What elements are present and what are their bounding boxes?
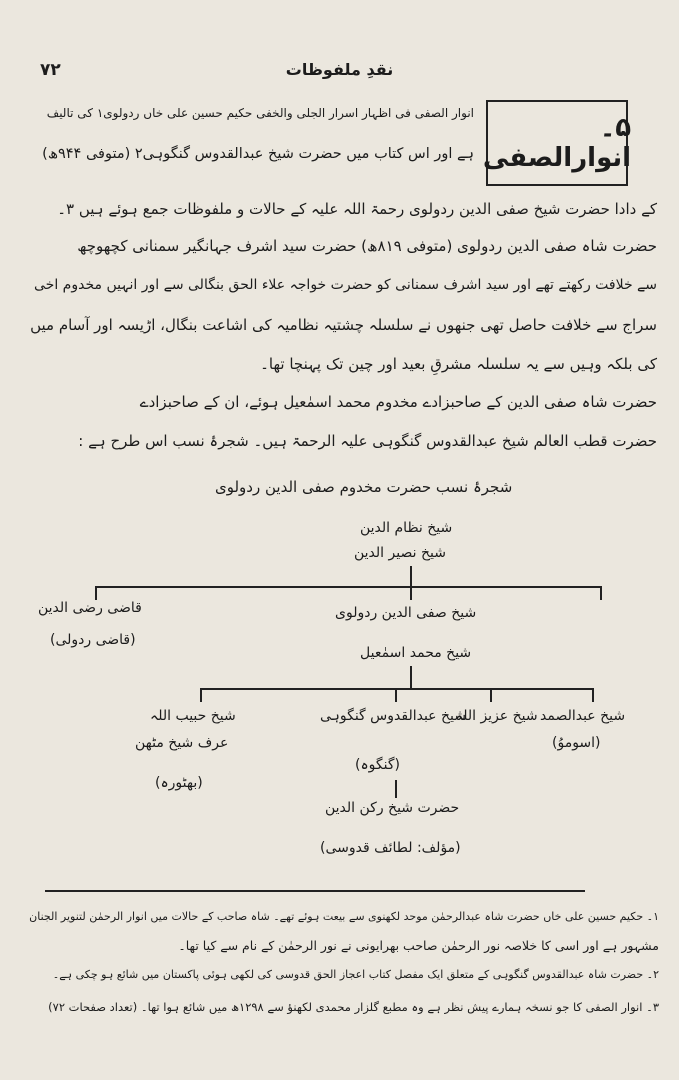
footnote-1: ۱۔ حکیم حسین علی خاں حضرت شاہ عبدالرحمٰن موحد لکھنوی سے بیعت ہوئے تھے۔ شاہ صاحب کے حالات میں انوار الرحمٰن لتنویر الجنان <box>29 910 659 923</box>
tree-node-abdus-samad-place: (اسوموُ) <box>552 735 601 751</box>
tree-node-habibullah-alias: عرف شیخ مٹھن <box>135 735 229 751</box>
body-line-5: سے خلافت رکھتے تھے اور سید اشرف سمنانی کو حضرت خواجہ علاء الحق بنگالی سے اور انہیں مخدوم اخی <box>34 277 657 293</box>
tree-node-habibullah-place: (بھٹورہ) <box>155 775 203 791</box>
footnote-2: ۲۔ حضرت شاہ عبدالقدوس گنگوہی کے متعلق ایک مفصل کتاب اعجاز الحق قدوسی کی لکھی ہوئی پاکستان میں شائع ہو چکی ہے۔ <box>52 968 659 981</box>
tree-connector <box>410 586 412 600</box>
tree-connector <box>395 688 397 702</box>
tree-connector <box>200 688 202 702</box>
tree-node-qazi-place: (قاضی ردولی) <box>50 632 136 648</box>
body-line-3: کے دادا حضرت شیخ صفی الدین ردولوی رحمۃ اللہ علیہ کے حالات و ملفوظات جمع ہوئے ہیں ۳۔ <box>57 200 657 218</box>
body-line-9: حضرت قطب العالم شیخ عبدالقدوس گنگوہی علیہ الرحمۃ ہیں۔ شجرۂ نسب اس طرح ہے : <box>78 432 657 450</box>
tree-node-qazi-raziuddin: قاضی رضی الدین <box>38 600 142 616</box>
tree-connector <box>410 566 412 586</box>
tree-node-abdus-samad: شیخ عبدالصمد <box>540 708 626 724</box>
body-line-2: ہے اور اس کتاب میں حضرت شیخ عبدالقدوس گنگوہی۲ (متوفی ۹۴۴ھ) <box>42 146 474 162</box>
section-title-box <box>482 100 632 186</box>
tree-node-nasiruddin: شیخ نصیر الدین <box>354 545 446 561</box>
body-line-6: سراج سے خلافت حاصل تھی جنھوں نے سلسلہ چشتیہ نظامیہ کی اشاعت بنگال، اڑیسہ اور آسام میں <box>30 316 657 334</box>
tree-node-ruknuddin: حضرت شیخ رکن الدین <box>325 800 460 816</box>
tree-connector <box>600 586 602 600</box>
footnote-1-continued: مشہور ہے اور اسی کا خلاصہ نور الرحمٰن صاحب بھرایونی نے نور الرحمٰن کے نام سے کیا تھا۔ <box>178 938 659 953</box>
body-line-1: انوار الصفی فی اظہار اسرار الجلی والخفی حکیم حسین علی خاں ردولوی۱ کی تالیف <box>46 106 474 120</box>
body-line-8: حضرت شاہ صفی الدین کے صاحبزادے مخدوم محمد اسمٰعیل ہوئے، ان کے صاحبزادے <box>139 393 657 411</box>
tree-node-ismail: شیخ محمد اسمٰعیل <box>360 645 472 661</box>
footnote-rule <box>45 890 585 892</box>
tree-node-azizullah: شیخ عزیز اللہ <box>455 708 538 724</box>
tree-node-ruknuddin-note: (مؤلف: لطائف قدوسی) <box>320 840 461 856</box>
body-line-4: حضرت شاہ صفی الدین ردولوی (متوفی ۸۱۹ھ) حضرت سید اشرف جہانگیر سمنانی کچھوچھ <box>77 237 657 255</box>
tree-node-habibullah: شیخ حبیب اللہ <box>150 708 236 724</box>
tree-connector <box>395 780 397 798</box>
tree-node-abdul-quddus: شیخ عبدالقدوس گنگوہی <box>320 708 466 724</box>
tree-connector <box>95 586 600 588</box>
tree-node-nizamuddin: شیخ نظام الدین <box>360 520 453 536</box>
tree-node-abdul-quddus-place: (گنگوہ) <box>355 757 400 773</box>
page-number: ٧٢ <box>40 60 61 80</box>
tree-connector <box>592 688 594 702</box>
tree-connector <box>95 586 97 600</box>
body-line-7: کی بلکہ وہیں سے یہ سلسلہ مشرقِ بعید اور چین تک پہنچا تھا۔ <box>260 355 657 373</box>
section-title: ۵۔ انوارالصفی <box>482 113 632 173</box>
tree-connector <box>490 688 492 702</box>
tree-title: شجرۂ نسب حضرت مخدوم صفی الدین ردولوی <box>215 478 513 496</box>
tree-connector <box>410 666 412 688</box>
footnote-3: ۳۔ انوار الصفی کا جو نسخہ ہمارے پیش نظر ہے وہ مطبع گلزار محمدی لکھنؤ سے ۱۲۹۸ھ میں شائع ہوا تھا۔ (تعداد صفحات ۷۲) <box>48 1000 659 1014</box>
tree-node-safiuddin: شیخ صفی الدین ردولوی <box>335 605 477 621</box>
running-title: نقدِ ملفوظات <box>285 60 394 79</box>
